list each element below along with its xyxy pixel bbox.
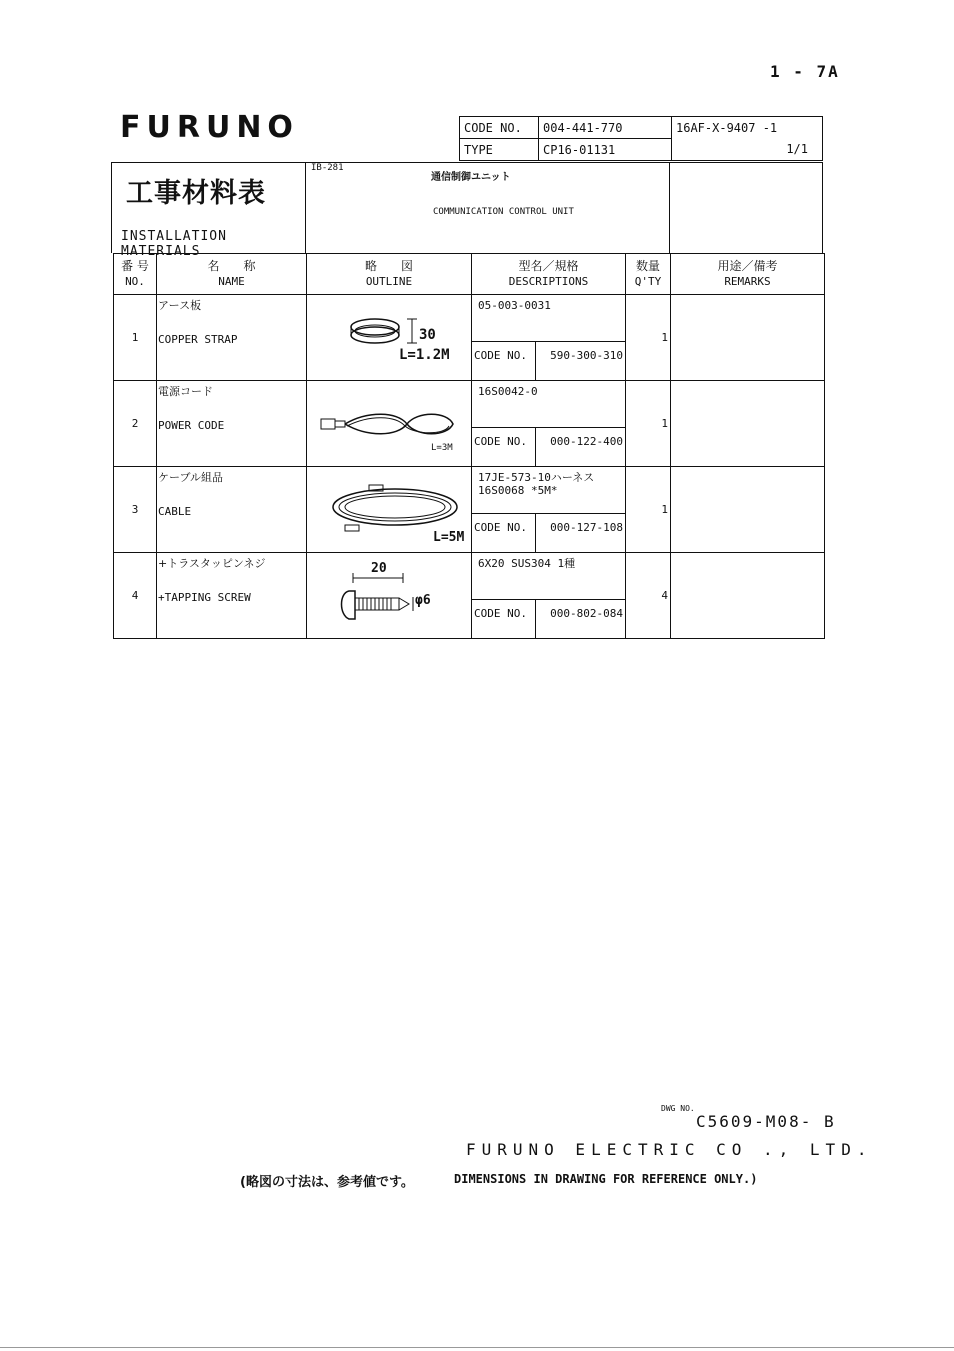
col-name — [157, 254, 307, 295]
col-name-jp: 名 称 — [207, 259, 256, 273]
page-number: 1 - 7A — [770, 62, 840, 81]
col-outline-en: OUTLINE — [365, 275, 413, 288]
code-no-label: CODE NO. — [460, 117, 539, 139]
code-label: CODE NO. — [474, 435, 527, 448]
unit-name-en: COMMUNICATION CONTROL UNIT — [433, 207, 574, 217]
item-name-jp: アース板 — [158, 299, 202, 312]
item-no: 3 — [114, 467, 157, 553]
table-row — [114, 381, 825, 467]
item-remarks — [671, 295, 825, 381]
drawing-number: C5609-M08- B — [696, 1112, 836, 1131]
item-qty: 1 — [626, 295, 671, 381]
drawing-number-label: DWG NO. — [661, 1104, 695, 1113]
title-left — [112, 163, 306, 259]
col-qty — [626, 254, 671, 295]
item-name-en: +TAPPING SCREW — [158, 591, 251, 604]
item-desc-text: 16S0042-0 — [478, 385, 538, 398]
table-row — [114, 467, 825, 553]
doc-ref-cell — [672, 117, 823, 161]
item-remarks — [671, 553, 825, 639]
col-outline — [307, 254, 472, 295]
item-desc-line2: 16S0068 *5M* — [478, 484, 558, 497]
col-name-en: NAME — [218, 275, 245, 288]
item-qty: 1 — [626, 381, 671, 467]
item-no: 1 — [114, 295, 157, 381]
item-code: 000-802-084 — [550, 607, 623, 620]
item-desc — [472, 295, 626, 381]
cable-length-label: L=5M — [433, 530, 465, 545]
reference-note-jp: (略図の寸法は、参考値です。 — [240, 1175, 414, 1190]
copper-strap-drawing — [307, 295, 471, 377]
code-label: CODE NO. — [474, 521, 527, 534]
code-no-value: 004-441-770 — [539, 117, 672, 139]
materials-table — [113, 253, 825, 639]
strap-length-label: L=1.2M — [399, 347, 450, 363]
item-no: 2 — [114, 381, 157, 467]
scan-edge-line — [0, 1347, 954, 1348]
outline-cable — [307, 467, 472, 553]
item-name-jp: 電源コード — [158, 385, 213, 398]
screw-length-label: 20 — [371, 561, 387, 576]
col-remarks-en: REMARKS — [724, 275, 771, 288]
col-qty-jp: 数量 — [635, 259, 660, 273]
item-desc — [472, 467, 626, 553]
screw-diameter-label: φ6 — [415, 593, 431, 608]
company-name: FURUNO ELECTRIC CO ., LTD. — [466, 1140, 873, 1159]
item-name-jp: ケーブル組品 — [158, 471, 224, 484]
item-desc-text — [478, 471, 594, 497]
col-desc-en: DESCRIPTIONS — [508, 275, 589, 288]
item-name-en: POWER CODE — [158, 419, 225, 432]
code-label: CODE NO. — [474, 607, 527, 620]
item-remarks — [671, 467, 825, 553]
title-jp: 工事材料表 — [126, 178, 266, 209]
title-middle — [305, 163, 670, 253]
outline-copper-strap — [307, 295, 472, 381]
sheet-number: 1/1 — [786, 142, 808, 156]
item-desc-line1: 17JE-573-10ハーネス — [478, 471, 595, 484]
doc-ref: 16AF-X-9407 -1 — [676, 121, 778, 135]
furuno-logo — [120, 110, 299, 145]
cord-length-label: L=3M — [431, 443, 453, 453]
title-block — [111, 162, 823, 259]
table-row — [114, 553, 825, 639]
code-label: CODE NO. — [474, 349, 527, 362]
item-desc — [472, 553, 626, 639]
screw-drawing — [307, 553, 471, 635]
item-name-en: COPPER STRAP — [158, 333, 238, 346]
item-desc-text: 6X20 SUS304 1種 — [478, 557, 576, 570]
table-row — [114, 295, 825, 381]
col-no-en: NO. — [125, 275, 145, 288]
item-desc — [472, 381, 626, 467]
logo-text: FURUNO — [120, 110, 299, 145]
type-value: CP16-01131 — [539, 139, 672, 161]
col-qty-en: Q'TY — [634, 275, 662, 288]
item-qty: 1 — [626, 467, 671, 553]
ref-code: IB-281 — [311, 163, 344, 173]
item-name-en: CABLE — [158, 505, 192, 518]
col-outline-jp: 略 図 — [364, 259, 413, 273]
col-no — [114, 254, 157, 295]
item-qty: 4 — [626, 553, 671, 639]
title-en: INSTALLATION MATERIALS — [121, 229, 227, 259]
col-remarks — [671, 254, 825, 295]
header-table — [459, 116, 823, 161]
unit-name-jp: 通信制御ユニット — [431, 172, 511, 183]
item-code: 000-127-108 — [550, 521, 623, 534]
col-desc-jp: 型名／規格 — [518, 259, 579, 273]
item-desc-text: 05-003-0031 — [478, 299, 551, 312]
strap-height-label: 30 — [419, 327, 436, 343]
col-no-jp: 番 号 — [121, 259, 149, 273]
outline-tapping-screw — [307, 553, 472, 639]
type-label: TYPE — [460, 139, 539, 161]
item-code: 590-300-310 — [550, 349, 623, 362]
item-no: 4 — [114, 553, 157, 639]
col-desc — [472, 254, 626, 295]
table-header-row — [114, 254, 825, 295]
col-remarks-jp: 用途／備考 — [717, 259, 778, 273]
item-name-jp: +トラスタッピンネジ — [158, 557, 266, 570]
item-remarks — [671, 381, 825, 467]
item-name — [157, 553, 307, 639]
item-code: 000-122-400 — [550, 435, 623, 448]
reference-note-en: DIMENSIONS IN DRAWING FOR REFERENCE ONLY.) — [454, 1172, 758, 1186]
item-name — [157, 381, 307, 467]
item-name — [157, 295, 307, 381]
item-name — [157, 467, 307, 553]
outline-power-code — [307, 381, 472, 467]
